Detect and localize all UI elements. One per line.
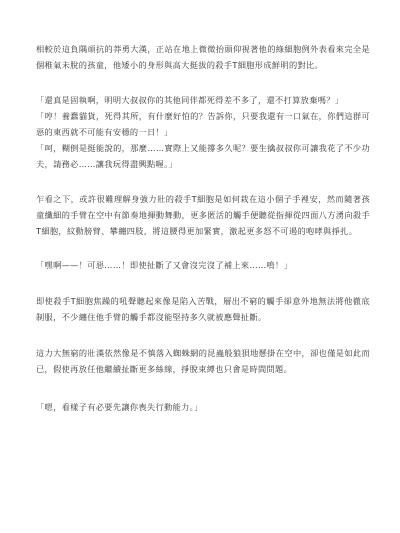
paragraph-7: 「嗯，看樣子有必要先讓你喪失行動能力。」 <box>36 402 203 412</box>
paragraph-6: 這力大無窮的壯漢依然像是不慎落入蜘蛛網的昆蟲般狼狽地懸掛在空中，卻也僅是如此而已，假使再放任他繼續扯斷更多絲線，掙脫束縛也只會是時間問題。 <box>36 348 370 374</box>
document-page <box>36 41 370 415</box>
paragraph-3: 乍看之下，或許很難理解身強力壯的殺手T細胞是如何栽在這小個子手裡安，然而隨著孩童纖細的手臂在空中有節奏地揮動舞動，更多匿活的觸手便聽從指揮從四面八方湧向殺手T細胞，紋動膀臂、攀纏四肢，將這腰得更加緊實，激起更多怒不可遏的咆哮與掙扎。 <box>36 194 370 236</box>
paragraph-5: 即使殺手T細胞焦躁的吼聲聽起來像是陷入苦戰，層出不窮的觸手卻意外地無法將他徹底制服，不少纏住他手臂的觸手都沒能堅持多久就被應聲扯斷。 <box>36 296 370 322</box>
paragraph-2: 「還真是固執啊，明明大叔叔你的其他同伴都死得差不多了，還不打算放棄嗎？」 「哼！養蠢貓貨，死得其所，有什麼好怕的？告訴你，只要我還有一口氣在，你們這群可惡的東西就不可能有安穩的一日！」 「呵，糊倒是挺能說的，那麼……實際上又能撐多久呢？要生擒叔叔你可讓我花了不少功夫，請務必……讓我玩得盡興點喔。」 <box>36 95 370 169</box>
paragraph-1: 相較於這負隅頑抗的莽勇大漢，正站在地上微微抬頭仰視著他的綠細胞例外表看來完全是個稚氣未脫的孩童，他矮小的身形與高大挺拔的殺手T細胞形成鮮明的對比。 <box>36 44 370 70</box>
paragraph-4: 「嘿啊——！可惡……！即使扯斷了又會沒完沒了補上來……嗚！」 <box>36 260 293 270</box>
